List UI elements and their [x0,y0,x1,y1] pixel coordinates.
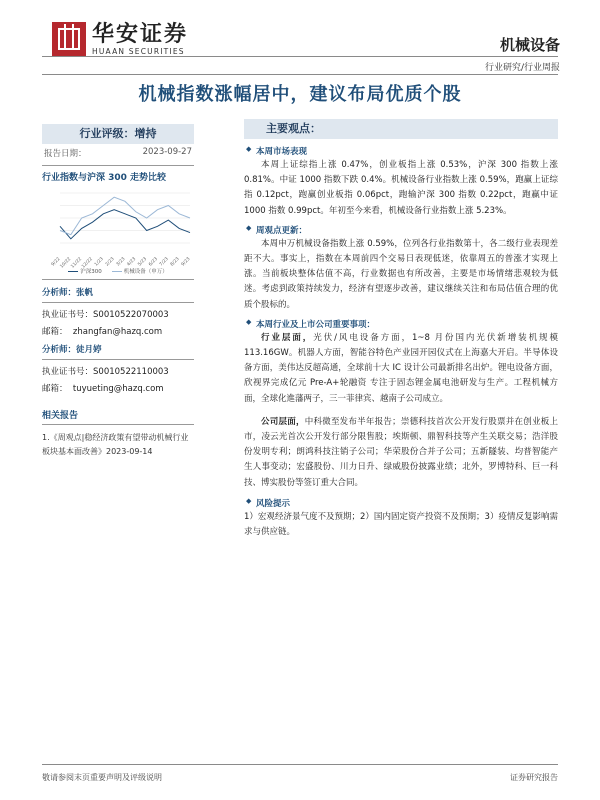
sidebar [42,124,194,459]
footer-divider [42,764,558,765]
legend-item-hs300: 沪深300 [68,267,102,275]
sidebar-divider [42,279,194,280]
report-date-row [42,147,194,159]
chart-x-tick-label: 12/22 [81,256,94,270]
analyst-email[interactable]: 邮箱： zhangfan@hazq.com [42,327,163,337]
section-events-title: ◆ 本周行业及上市公司重要事项： [244,318,558,330]
main-content [244,119,558,540]
chart-x-tick-label: 4/23 [126,256,138,268]
analyst-email[interactable]: 邮箱： tuyueting@hazq.com [42,384,164,394]
chart-x-tick-label: 10/22 [59,256,73,270]
section-events-industry: 行业层面，光伏/风电设备方面，1~8 月份国内光伏新增装机规模 113.16GW。机器人方面，智能谷特色产业园开园仪式在上海嘉大开启。半导体设备方面，美伟达反超高通，全球前十大 IC 设计公司最新排名出炉。锂电设备方面，欣视界完成亿元 Pre-A+轮融资 专注于固态锂金属电池研发与生产。工程机械方面，全球化進藩两子，三一菲律宾、越南子公司成立。 [244,332,558,404]
section-market-text: 本周上证综指上涨 0.47%，创业板指上涨 0.53%，沪深 300 指数上涨 0.81%。中证 1000 指数下跌 0.4%。机械设备行业指数上涨 0.59%，跑赢上证综指 0.12pct，跑赢创业板指 0.06pct，跑输沪深 300 指数 0.22pct，跑赢中证 1000 指数 0.99pct。年初至今来看，机械设备行业指数上涨 5.23%。 [244,160,558,216]
chart-x-tick-label: 11/22 [70,256,84,270]
analyst-cert: 执业证书号：S0010522070003 [42,310,169,320]
chart-x-tick-label: 8/23 [169,256,181,268]
date-label: 报告日期： [44,149,87,159]
legend-item-machinery: 机械设备（申万） [112,267,168,275]
subheader-divider [42,74,558,75]
chart-series-line-2 [60,197,190,235]
section-weekly-view-text: 本周申万机械设备指数上涨 0.59%，位列各行业指数第十，各二级行业表现差距不大。事实上，指数在本周前四个交易日表现低迷，依靠周五的普涨才实现上涨。当前板块整体估值不高，行业数据也有所改善，主要是市场情绪悲观较为低迷。考虑到政策持续发力，经济有望逐步改善，建议继续关注和布局估值合理的优质个股标的。 [244,238,558,310]
chart-x-tick-label: 7/23 [159,256,170,268]
chart-x-tick-label: 6/23 [148,256,159,268]
report-type: 行业研究/行业周报 [484,63,560,73]
section-events-company: 公司层面，中科微至发布半年报告；崇德科技首次公开发行股票并在创业板上市，凌云光首次公开发行部分限售股；埃斯顿、鼎智科技等产生关联交易；浩洋股份发明专利；朗鸿科技注销子公司；华荣股份合并子公司；五新隧装、均普智能产生人事变动；宏盛股份、川力日升、绿威股份披露业绩；北外，罗博特科、巨一科技、博实股份等签订重大合同。 [244,416,558,488]
chart-series-line-1 [60,210,190,239]
logo-chinese-name: 华安证券 [92,21,189,47]
chart-x-tick-label: 1/23 [94,256,105,268]
related-reports-title: 相关报告 [42,411,79,421]
chart-svg [42,187,194,270]
analyst-block-2 [42,343,194,394]
section-market-title: ◆ 本周市场表现 [244,145,558,157]
company-logo [52,22,188,56]
section-risk-title: ◆ 风险提示 [244,497,558,509]
chart-title: 行业指数与沪深 300 走势比较 [42,173,167,183]
index-comparison-chart [42,187,194,273]
rating-label: 行业评级： [79,127,135,140]
rating-value: 增持 [134,127,157,140]
logo-seal-icon [52,22,86,56]
logo-english-name: HUAAN SECURITIES [92,47,185,56]
chart-x-tick-label: 3/23 [115,256,127,268]
header-divider [42,56,558,57]
industry-rating [42,124,194,144]
related-report-item[interactable]: 1.《周观点|稳经济政策有望带动机械行业板块基本面改善》2023-09-14 [42,433,189,456]
chart-x-tick-label: 5/23 [137,256,149,268]
footer-report-label: 证券研究报告 [510,773,558,782]
analyst-cert: 执业证书号：S0010522110003 [42,367,169,377]
chart-x-tick-label: 9/22 [50,256,62,268]
date-value: 2023-09-27 [142,147,192,157]
chart-x-tick-label: 9/23 [180,256,192,268]
footer-disclaimer[interactable]: 敬请参阅末页重要声明及评级说明 [42,773,162,782]
analyst-name: 分析师：张帆 [42,288,94,298]
analyst-block-1 [42,286,194,337]
chart-x-tick-label: 2/23 [104,256,116,268]
section-weekly-view-title: ◆ 周观点更新： [244,224,558,236]
chart-legend [42,267,194,275]
main-points-header: 主要观点： [244,119,558,139]
analyst-name: 分析师：徒月婷 [42,345,102,355]
sidebar-divider [42,165,194,166]
sector-label: 机械设备 [499,36,560,54]
section-risk-text: 1）宏观经济景气度不及预期；2）国内固定资产投资不及预期；3）疫情反复影响需求与供应链。 [244,511,558,538]
report-title: 机械指数涨幅居中，建议布局优质个股 [138,84,462,105]
